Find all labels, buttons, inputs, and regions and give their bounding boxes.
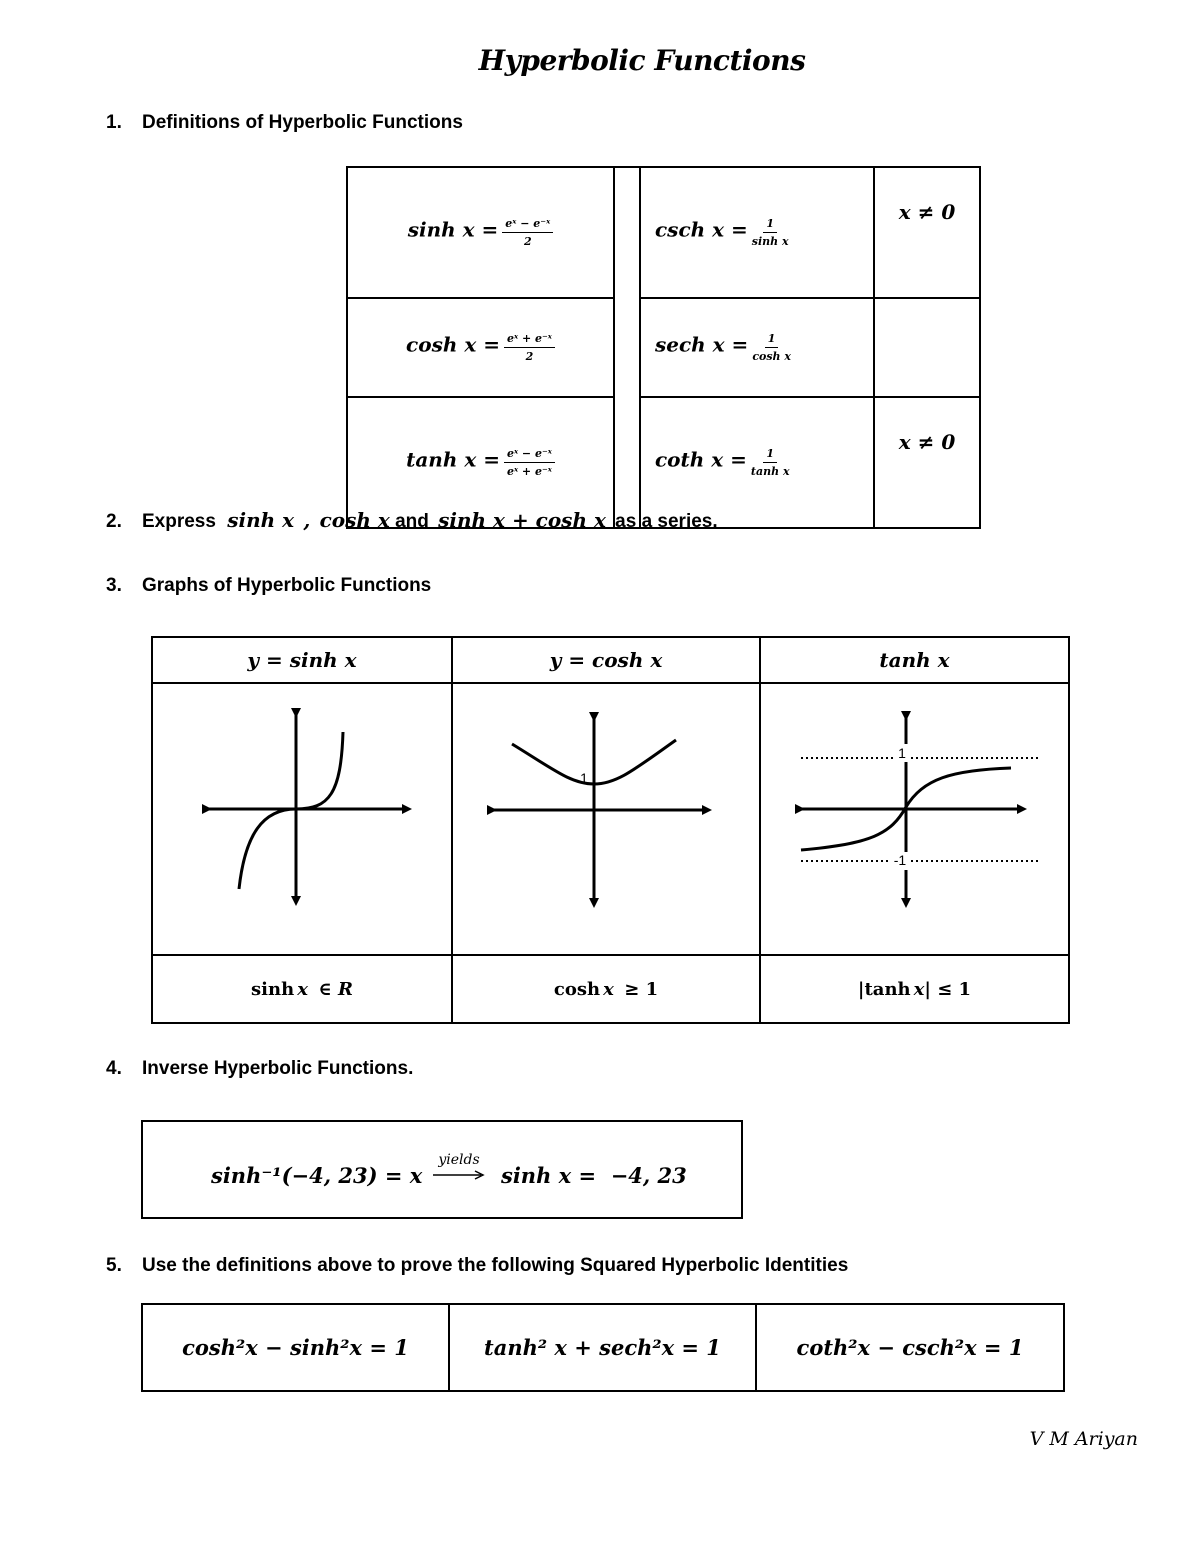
sinh-graph	[153, 684, 451, 949]
section-4-heading	[106, 1058, 413, 1080]
definitions-table	[346, 166, 981, 529]
tanh-graph	[761, 684, 1068, 949]
range-func: cosh	[553, 978, 601, 1000]
range-prefix: |	[857, 978, 865, 1000]
graph-header	[452, 637, 760, 683]
range-var: x	[913, 978, 925, 1000]
graph-header	[760, 637, 1069, 683]
definition-fraction	[504, 447, 555, 478]
right-arrow-icon	[431, 1169, 487, 1181]
section-3-heading	[106, 575, 431, 597]
inverse-lhs: sinh⁻¹(−4, 23) = x	[211, 1163, 423, 1188]
section-math: sinh x	[227, 508, 295, 532]
section-text: Use the definitions above to prove the following Squared Hyperbolic Identities	[142, 1255, 849, 1276]
sinh-graph-cell	[152, 683, 452, 955]
fraction-denominator: 2	[523, 235, 532, 248]
reciprocal-cell	[640, 298, 874, 397]
fraction-denominator: sinh x	[751, 235, 789, 248]
identity-cell	[756, 1304, 1064, 1391]
section-2-heading	[106, 508, 718, 533]
cosh-intercept-label: 1	[580, 770, 588, 786]
identity-cell	[142, 1304, 449, 1391]
fraction-numerator: eˣ − e⁻ˣ	[504, 447, 555, 463]
section-text-part: and	[395, 511, 429, 532]
definition-cell	[347, 167, 614, 298]
condition-cell	[874, 298, 980, 397]
cosh-graph-cell	[452, 683, 760, 955]
range-rest: | ≤ 1	[924, 978, 972, 1000]
graph-header-label: y = sinh x	[247, 648, 357, 672]
graph-header	[152, 637, 452, 683]
section-number: 2.	[106, 511, 122, 532]
definition-lhs: cosh x =	[406, 332, 500, 357]
section-number: 5.	[106, 1255, 122, 1276]
definition-row	[347, 298, 980, 397]
range-var: x	[603, 978, 614, 1000]
section-number: 1.	[106, 112, 122, 133]
definition-lhs: tanh x =	[406, 447, 500, 472]
section-text: Inverse Hyperbolic Functions.	[142, 1058, 414, 1079]
reciprocal-lhs: sech x =	[655, 332, 749, 357]
fraction-denominator: eˣ + e⁻ˣ	[506, 465, 552, 478]
section-5-heading	[106, 1255, 848, 1277]
graph-header-label: tanh x	[879, 648, 950, 672]
section-1-heading	[106, 112, 463, 134]
range-row	[152, 955, 1069, 1023]
definition-cell	[347, 298, 614, 397]
fraction-denominator: cosh x	[752, 350, 791, 363]
tanh-graph-cell	[760, 683, 1069, 955]
section-text-part: Express	[142, 511, 216, 532]
identity-cell	[449, 1304, 756, 1391]
range-cell	[152, 955, 452, 1023]
section-text: Definitions of Hyperbolic Functions	[142, 112, 463, 133]
reciprocal-fraction	[752, 332, 791, 363]
fraction-numerator: 1	[763, 217, 777, 233]
fraction-numerator: eˣ − e⁻ˣ	[502, 217, 553, 233]
fraction-denominator: 2	[525, 350, 534, 363]
page-title: Hyperbolic Functions	[478, 44, 806, 77]
reciprocal-cell	[640, 167, 874, 298]
section-math: sinh x + cosh x	[438, 508, 606, 532]
section-math: cosh x	[319, 508, 390, 532]
condition-cell	[874, 397, 980, 528]
identities-table	[141, 1303, 1065, 1392]
section-math: ,	[303, 508, 311, 532]
identity-text: coth²x − csch²x = 1	[796, 1335, 1024, 1360]
range-var: x	[297, 978, 308, 1000]
inverse-rhs: sinh x = −4, 23	[501, 1163, 687, 1188]
section-number: 3.	[106, 575, 122, 596]
graphs-table	[151, 636, 1070, 1024]
reciprocal-lhs: coth x =	[655, 447, 747, 472]
condition-cell	[874, 167, 980, 298]
fraction-denominator: tanh x	[750, 465, 790, 478]
yields-arrow	[431, 1152, 487, 1186]
identity-text: cosh²x − sinh²x = 1	[182, 1335, 409, 1360]
condition-text: x ≠ 0	[898, 200, 956, 224]
graph-header-label: y = cosh x	[549, 648, 663, 672]
definition-fraction	[502, 217, 553, 248]
arrow-label: yields	[438, 1152, 480, 1168]
reciprocal-fraction	[751, 447, 790, 478]
author-signature: V M Ariyan	[1029, 1428, 1138, 1450]
range-func: tanh	[864, 978, 911, 1000]
fraction-numerator: eˣ + e⁻ˣ	[504, 332, 555, 348]
fraction-numerator: 1	[763, 447, 777, 463]
range-func: sinh	[251, 978, 295, 1000]
range-rest: ≥ 1	[624, 978, 659, 1000]
inverse-example-box	[141, 1120, 743, 1219]
definition-lhs: sinh x =	[407, 217, 499, 242]
identity-text: tanh² x + sech²x = 1	[484, 1335, 721, 1360]
reciprocal-fraction	[752, 217, 789, 248]
graph-row	[152, 683, 1069, 955]
cosh-graph	[453, 684, 759, 949]
range-cell	[760, 955, 1069, 1023]
section-text: Graphs of Hyperbolic Functions	[142, 575, 432, 596]
definition-row	[347, 167, 980, 298]
tanh-lower-label: -1	[893, 852, 907, 868]
range-cell	[452, 955, 760, 1023]
section-number: 4.	[106, 1058, 122, 1079]
fraction-numerator: 1	[765, 332, 779, 348]
tanh-upper-label: 1	[898, 745, 906, 761]
identities-row	[142, 1304, 1064, 1391]
reciprocal-lhs: csch x =	[655, 217, 748, 242]
section-text-part: as a series.	[615, 511, 718, 532]
condition-text: x ≠ 0	[898, 430, 956, 454]
table-separator	[614, 167, 640, 528]
graph-header-row	[152, 637, 1069, 683]
range-rest: ∈ R	[318, 978, 353, 1000]
definition-fraction	[504, 332, 555, 363]
